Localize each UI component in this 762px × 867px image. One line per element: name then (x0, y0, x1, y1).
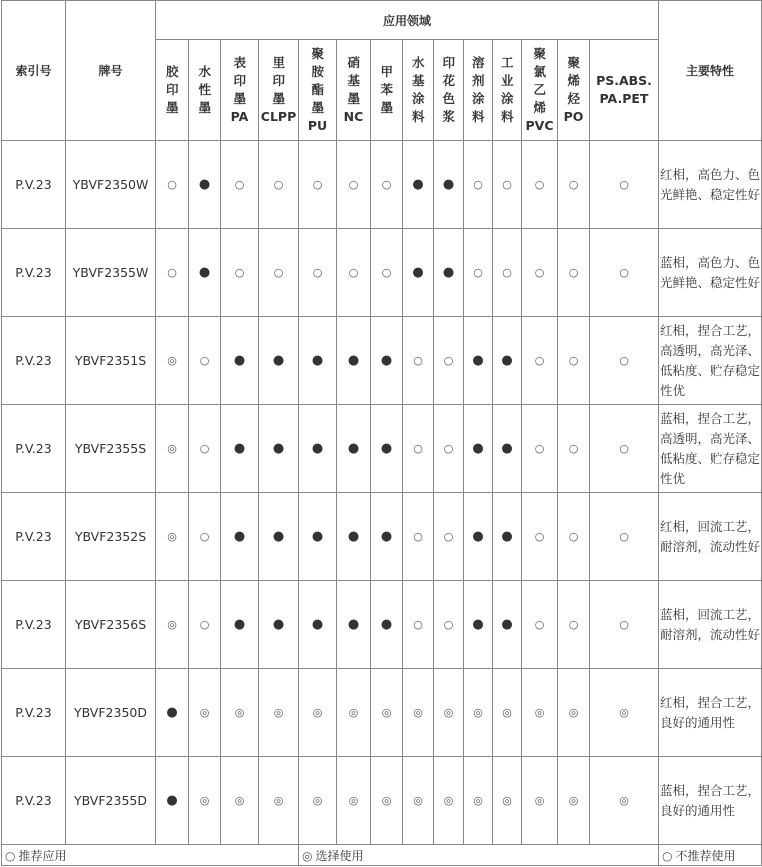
cell-index: P.V.23 (2, 141, 66, 229)
cell-suitability-mark: ○ (590, 405, 659, 493)
cell-suitability-mark: ● (464, 317, 493, 405)
cell-suitability-mark: ○ (522, 141, 558, 229)
cell-suitability-mark: ○ (221, 229, 259, 317)
cell-index: P.V.23 (2, 317, 66, 405)
cell-suitability-mark: ○ (403, 405, 434, 493)
header-column-text: 基 (412, 73, 425, 88)
header-column-text: 胺 (311, 64, 325, 79)
legend-not-recommended-symbol: ○ (662, 848, 673, 863)
cell-suitability-mark: ○ (464, 141, 493, 229)
header-column-text: 墨 (166, 100, 179, 115)
table-row (2, 229, 762, 317)
header-column-text: 色 (442, 91, 456, 106)
cell-suitability-mark: ◎ (299, 669, 337, 757)
cell-features: 红相，回流工艺，耐溶剂，流动性好 (659, 493, 762, 581)
cell-suitability-mark: ● (493, 581, 522, 669)
header-column-text: 墨 (233, 91, 247, 106)
cell-suitability-mark: ● (259, 317, 299, 405)
cell-suitability-mark: ◎ (558, 757, 590, 845)
table-row (2, 669, 762, 757)
header-column-text: 甲 (380, 64, 394, 79)
table-body (2, 141, 762, 845)
cell-suitability-mark: ● (371, 493, 403, 581)
header-brand: 牌号 (66, 1, 156, 141)
cell-suitability-mark: ● (337, 493, 371, 581)
cell-suitability-mark: ◎ (156, 493, 189, 581)
cell-suitability-mark: ○ (522, 229, 558, 317)
header-column-4 (299, 40, 337, 141)
cell-suitability-mark: ● (403, 141, 434, 229)
cell-brand: YBVF2350W (66, 141, 156, 229)
cell-suitability-mark: ● (221, 405, 259, 493)
cell-suitability-mark: ● (371, 317, 403, 405)
cell-suitability-mark: ● (464, 493, 493, 581)
cell-suitability-mark: ● (299, 493, 337, 581)
header-application-domain: 应用领域 (156, 1, 659, 40)
legend-not-recommended-label: 不推荐使用 (675, 848, 736, 863)
header-column-text: 工 (501, 55, 514, 70)
cell-suitability-mark: ○ (337, 141, 371, 229)
cell-suitability-mark: ○ (434, 405, 464, 493)
cell-index: P.V.23 (2, 229, 66, 317)
cell-suitability-mark: ◎ (156, 405, 189, 493)
cell-suitability-mark: ◎ (434, 669, 464, 757)
cell-suitability-mark: ◎ (189, 669, 221, 757)
cell-suitability-mark: ○ (434, 493, 464, 581)
cell-suitability-mark: ○ (558, 493, 590, 581)
cell-suitability-mark: ● (434, 141, 464, 229)
header-column-1 (189, 40, 221, 141)
cell-brand: YBVF2355W (66, 229, 156, 317)
header-column-text: NC (343, 109, 364, 124)
header-column-11 (522, 40, 558, 141)
cell-brand: YBVF2350D (66, 669, 156, 757)
cell-suitability-mark: ● (434, 229, 464, 317)
cell-suitability-mark: ○ (522, 581, 558, 669)
cell-suitability-mark: ● (299, 317, 337, 405)
cell-suitability-mark: ○ (189, 493, 221, 581)
cell-suitability-mark: ● (371, 405, 403, 493)
legend-recommended-label: 推荐应用 (18, 848, 67, 863)
header-column-8 (434, 40, 464, 141)
header-column-13 (590, 40, 659, 141)
cell-suitability-mark: ◎ (493, 669, 522, 757)
cell-index: P.V.23 (2, 493, 66, 581)
header-column-text: 墨 (380, 100, 394, 115)
cell-index: P.V.23 (2, 757, 66, 845)
cell-suitability-mark: ○ (189, 405, 221, 493)
cell-suitability-mark: ◎ (337, 757, 371, 845)
cell-suitability-mark: ● (299, 405, 337, 493)
header-column-text: 水 (198, 64, 212, 79)
header-column-text: 业 (501, 73, 514, 88)
cell-features: 红相，高色力、色光鲜艳、稳定性好 (659, 141, 762, 229)
table-row (2, 405, 762, 493)
header-column-6 (371, 40, 403, 141)
cell-suitability-mark: ○ (558, 405, 590, 493)
header-column-text: 胶 (166, 64, 179, 79)
header-features: 主要特性 (659, 1, 762, 141)
cell-suitability-mark: ● (259, 493, 299, 581)
cell-suitability-mark: ○ (371, 141, 403, 229)
cell-suitability-mark: ○ (493, 229, 522, 317)
header-column-text: 涂 (501, 91, 514, 106)
header-column-text: 性 (198, 82, 212, 97)
header-column-text: 墨 (347, 91, 361, 106)
cell-suitability-mark: ● (464, 581, 493, 669)
header-column-text: 印 (233, 73, 247, 88)
cell-suitability-mark: ◎ (403, 669, 434, 757)
cell-suitability-mark: ○ (493, 141, 522, 229)
cell-suitability-mark: ◎ (371, 757, 403, 845)
header-column-text: 剂 (472, 73, 485, 88)
table-row (2, 317, 762, 405)
header-column-text: 料 (472, 109, 485, 124)
cell-suitability-mark: ○ (464, 229, 493, 317)
header-column-text: 酯 (311, 82, 325, 97)
header-column-text: PS.ABS. (596, 73, 652, 88)
cell-suitability-mark: ○ (403, 493, 434, 581)
cell-suitability-mark: ● (189, 229, 221, 317)
cell-suitability-mark: ○ (558, 229, 590, 317)
cell-suitability-mark: ○ (590, 229, 659, 317)
cell-suitability-mark: ○ (522, 493, 558, 581)
cell-features: 蓝相，高色力、色光鲜艳、稳定性好 (659, 229, 762, 317)
cell-suitability-mark: ● (337, 317, 371, 405)
cell-suitability-mark: ○ (371, 229, 403, 317)
header-column-2 (221, 40, 259, 141)
cell-suitability-mark: ● (221, 581, 259, 669)
cell-features: 蓝相，捏合工艺，高透明，高光泽、低粘度、贮存稳定性优 (659, 405, 762, 493)
cell-suitability-mark: ● (493, 317, 522, 405)
cell-suitability-mark: ● (189, 141, 221, 229)
cell-suitability-mark: ● (259, 405, 299, 493)
cell-suitability-mark: ◎ (371, 669, 403, 757)
header-column-text: 浆 (442, 109, 456, 124)
cell-suitability-mark: ● (259, 581, 299, 669)
cell-suitability-mark: ○ (221, 141, 259, 229)
cell-brand: YBVF2355S (66, 405, 156, 493)
header-column-text: 烯 (567, 73, 581, 88)
header-column-text: 印 (272, 73, 286, 88)
cell-suitability-mark: ○ (522, 317, 558, 405)
header-column-text: 聚 (533, 46, 547, 61)
cell-suitability-mark: ◎ (156, 317, 189, 405)
cell-suitability-mark: ○ (403, 317, 434, 405)
cell-suitability-mark: ◎ (221, 669, 259, 757)
header-column-5 (337, 40, 371, 141)
cell-suitability-mark: ○ (299, 141, 337, 229)
cell-suitability-mark: ○ (590, 493, 659, 581)
header-column-text: 印 (166, 82, 179, 97)
cell-suitability-mark: ◎ (259, 757, 299, 845)
cell-suitability-mark: ◎ (299, 757, 337, 845)
table-row (2, 141, 762, 229)
cell-suitability-mark: ◎ (434, 757, 464, 845)
cell-suitability-mark: ● (337, 405, 371, 493)
cell-suitability-mark: ● (156, 669, 189, 757)
cell-suitability-mark: ● (493, 405, 522, 493)
header-column-text: 涂 (472, 91, 485, 106)
header-column-text: 硝 (347, 55, 361, 70)
cell-brand: YBVF2352S (66, 493, 156, 581)
cell-suitability-mark: ○ (156, 229, 189, 317)
cell-suitability-mark: ● (156, 757, 189, 845)
header-column-text: 墨 (272, 91, 286, 106)
cell-features: 蓝相，回流工艺，耐溶剂，流动性好 (659, 581, 762, 669)
cell-suitability-mark: ○ (189, 581, 221, 669)
cell-suitability-mark: ● (403, 229, 434, 317)
cell-suitability-mark: ● (221, 317, 259, 405)
cell-suitability-mark: ◎ (590, 669, 659, 757)
cell-suitability-mark: ○ (259, 229, 299, 317)
header-column-text: 墨 (198, 100, 212, 115)
header-column-text: 表 (233, 55, 247, 70)
header-column-text: 涂 (412, 91, 425, 106)
cell-suitability-mark: ◎ (464, 757, 493, 845)
header-column-12 (558, 40, 590, 141)
cell-index: P.V.23 (2, 669, 66, 757)
cell-suitability-mark: ○ (337, 229, 371, 317)
cell-suitability-mark: ◎ (403, 757, 434, 845)
cell-suitability-mark: ○ (156, 141, 189, 229)
cell-features: 蓝相，捏合工艺，良好的通用性 (659, 757, 762, 845)
header-column-text: 料 (501, 109, 514, 124)
cell-suitability-mark: ◎ (156, 581, 189, 669)
table-row (2, 757, 762, 845)
cell-suitability-mark: ◎ (522, 757, 558, 845)
cell-suitability-mark: ○ (522, 405, 558, 493)
cell-brand: YBVF2356S (66, 581, 156, 669)
header-column-text: PO (563, 109, 584, 124)
legend-row (2, 845, 762, 866)
cell-suitability-mark: ○ (189, 317, 221, 405)
legend-recommended (2, 845, 299, 866)
legend-recommended-symbol: ○ (5, 848, 16, 863)
cell-suitability-mark: ◎ (558, 669, 590, 757)
cell-suitability-mark: ○ (590, 581, 659, 669)
pigment-application-table (1, 0, 762, 866)
header-column-0 (156, 40, 189, 141)
cell-features: 红相，捏合工艺，良好的通用性 (659, 669, 762, 757)
cell-suitability-mark: ◎ (259, 669, 299, 757)
cell-suitability-mark: ◎ (464, 669, 493, 757)
cell-suitability-mark: ● (337, 581, 371, 669)
cell-suitability-mark: ○ (590, 317, 659, 405)
header-column-text: PA.PET (599, 91, 649, 106)
cell-suitability-mark: ● (371, 581, 403, 669)
cell-suitability-mark: ○ (403, 581, 434, 669)
cell-suitability-mark: ◎ (337, 669, 371, 757)
cell-suitability-mark: ● (464, 405, 493, 493)
cell-suitability-mark: ◎ (590, 757, 659, 845)
header-column-text: PU (307, 118, 328, 133)
cell-suitability-mark: ● (299, 581, 337, 669)
legend-optional-label: 选择使用 (315, 848, 364, 863)
table-row (2, 493, 762, 581)
cell-suitability-mark: ◎ (493, 757, 522, 845)
cell-features: 红相，捏合工艺，高透明，高光泽、低粘度、贮存稳定性优 (659, 317, 762, 405)
cell-suitability-mark: ○ (299, 229, 337, 317)
header-column-text: 基 (347, 73, 361, 88)
cell-suitability-mark: ◎ (522, 669, 558, 757)
table-header (2, 1, 762, 141)
header-column-text: 里 (272, 55, 286, 70)
cell-suitability-mark: ○ (590, 141, 659, 229)
cell-suitability-mark: ○ (558, 141, 590, 229)
header-column-text: 料 (412, 109, 425, 124)
cell-suitability-mark: ◎ (189, 757, 221, 845)
cell-suitability-mark: ◎ (221, 757, 259, 845)
header-column-text: 苯 (380, 82, 394, 97)
cell-index: P.V.23 (2, 405, 66, 493)
header-column-10 (493, 40, 522, 141)
table-row (2, 581, 762, 669)
header-column-text: 墨 (311, 100, 325, 115)
header-column-9 (464, 40, 493, 141)
legend-optional-symbol: ◎ (302, 848, 313, 863)
header-column-text: 聚 (311, 46, 325, 61)
header-column-text: 花 (442, 73, 456, 88)
cell-suitability-mark: ○ (434, 581, 464, 669)
legend-optional (299, 845, 659, 866)
cell-suitability-mark: ○ (558, 317, 590, 405)
header-column-text: 溶 (472, 55, 485, 70)
cell-index: P.V.23 (2, 581, 66, 669)
header-column-text: 水 (412, 55, 425, 70)
cell-brand: YBVF2355D (66, 757, 156, 845)
cell-brand: YBVF2351S (66, 317, 156, 405)
header-column-text: 乙 (533, 82, 547, 97)
header-column-text: 聚 (567, 55, 581, 70)
header-index: 索引号 (2, 1, 66, 141)
cell-suitability-mark: ● (221, 493, 259, 581)
cell-suitability-mark: ● (493, 493, 522, 581)
header-column-text: CLPP (260, 109, 297, 124)
cell-suitability-mark: ○ (259, 141, 299, 229)
header-column-text: 氯 (533, 64, 547, 79)
header-column-text: 印 (442, 55, 456, 70)
header-column-text: PVC (525, 118, 554, 133)
header-column-7 (403, 40, 434, 141)
header-column-3 (259, 40, 299, 141)
header-column-text: 烃 (567, 91, 581, 106)
legend-not-recommended (659, 845, 762, 866)
cell-suitability-mark: ○ (434, 317, 464, 405)
cell-suitability-mark: ○ (558, 581, 590, 669)
header-column-text: PA (230, 109, 249, 124)
header-column-text: 烯 (533, 100, 547, 115)
